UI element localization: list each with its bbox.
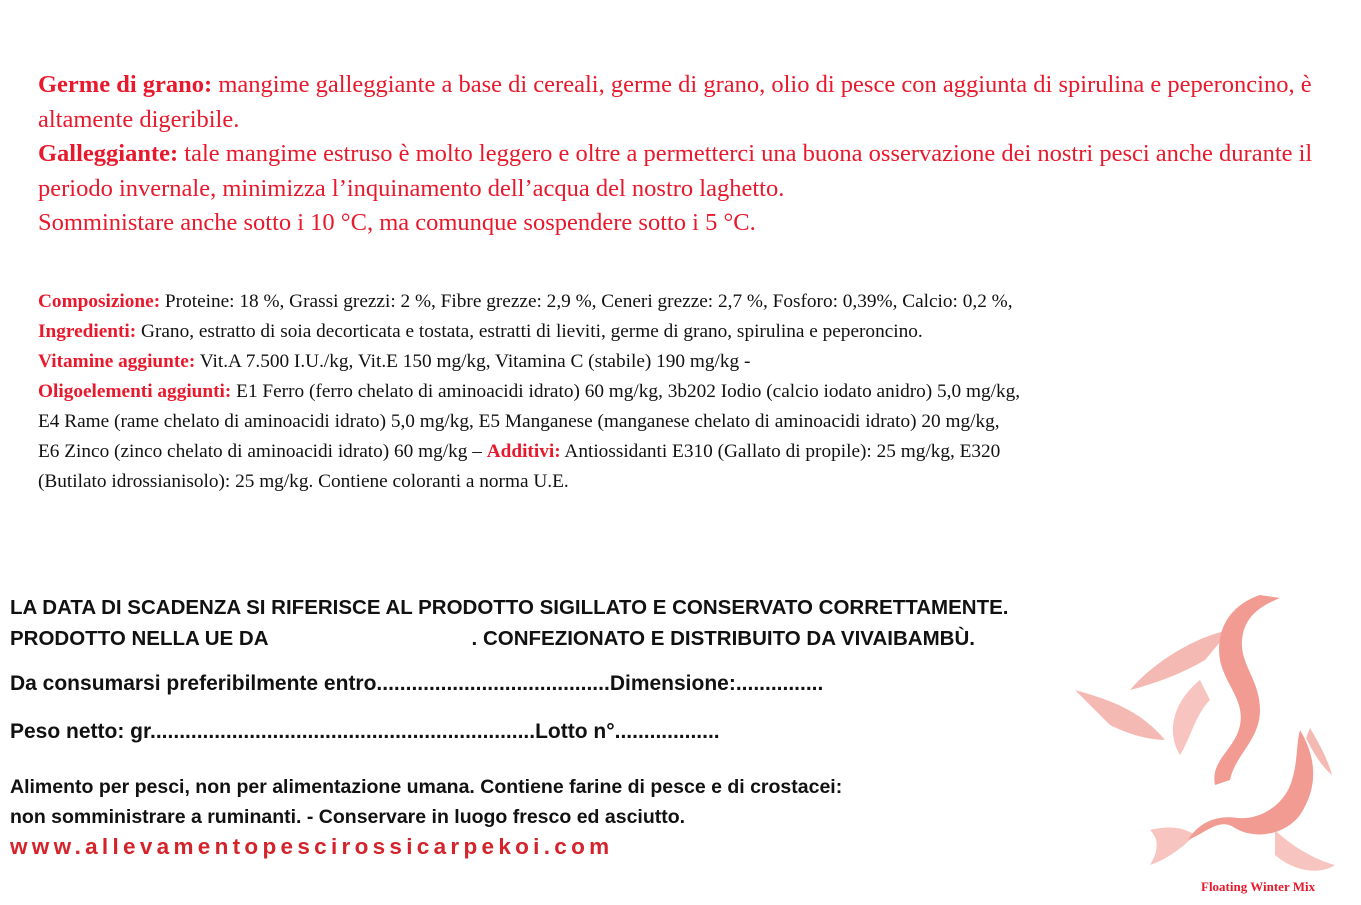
trace-elements-line: [38, 377, 1338, 407]
additives-line: [38, 437, 1338, 467]
trace-elements-text-3: E6 Zinco (zinco chelato di aminoacidi idrato) 60 mg/kg –: [38, 441, 487, 462]
vitamins-text: Vit.A 7.500 I.U./kg, Vit.E 150 mg/kg, Vitamina C (stabile) 190 mg/kg -: [195, 351, 751, 372]
temperature-note: Somministare anche sotto i 10 °C, ma comunque sospendere sotto i 5 °C.: [38, 209, 756, 236]
expiry-statement: LA DATA DI SCADENZA SI RIFERISCE AL PRODOTTO SIGILLATO E CONSERVATO CORRETTAMENTE.: [10, 596, 1009, 619]
ingredients-text: Grano, estratto di soia decorticata e tostata, estratti di lieviti, germe di grano, spirulina e peperoncino.: [136, 321, 923, 342]
ingredients-label: Ingredienti:: [38, 321, 137, 342]
germe-label: Germe di grano:: [38, 71, 213, 98]
vitamins-label: Vitamine aggiunte:: [38, 351, 196, 372]
additives-text: Antiossidanti E310 (Gallato di propile): 25 mg/kg, E320: [560, 441, 1001, 462]
net-weight-field: Peso netto: gr..................................................................Lotto n°..................: [10, 720, 720, 743]
ingredients-line: [38, 317, 1338, 347]
producer-statement: [10, 623, 1150, 654]
composition-text: Proteine: 18 %, Grassi grezzi: 2 %, Fibre grezze: 2,9 %, Ceneri grezze: 2,7 %, Fosforo: 0,39%, Calcio: 0,2 %,: [160, 291, 1013, 312]
germe-paragraph: [38, 68, 1338, 137]
koi-fish-upper: [1075, 595, 1280, 785]
trace-elements-label: Oligoelementi aggiunti:: [38, 381, 232, 402]
producer-suffix: . CONFEZIONATO E DISTRIBUITO DA VIVAIBAMBÙ.: [471, 627, 975, 650]
additives-label: Additivi:: [486, 441, 561, 462]
composition-line: [38, 287, 1338, 317]
trace-elements-line-2: E4 Rame (rame chelato di aminoacidi idrato) 5,0 mg/kg, E5 Manganese (manganese chelato di aminoacidi idrato) 20 mg/kg,: [38, 411, 1000, 432]
legal-block: [10, 592, 1150, 654]
website-link[interactable]: www.allevamentopescirossicarpekoi.com: [10, 834, 614, 859]
composition-block: [38, 287, 1338, 497]
galleggiante-text: tale mangime estruso è molto leggero e oltre a permetterci una buona osservazione dei nostri pesci anche durante il periodo invernale, minimizza l’inquinamento dell’acqua del nostro laghetto.: [38, 140, 1313, 202]
galleggiante-paragraph: [38, 137, 1338, 206]
warning-line-1: Alimento per pesci, non per alimentazione umana. Contiene farine di pesce e di crostacei:: [10, 776, 843, 798]
best-before-field: Da consumarsi preferibilmente entro........................................Dimensione:...............: [10, 672, 824, 695]
galleggiante-label: Galleggiante:: [38, 140, 179, 167]
producer-prefix: PRODOTTO NELLA UE DA: [10, 627, 269, 650]
warning-note: [10, 772, 842, 832]
additives-line-2: (Butilato idrossianisolo): 25 mg/kg. Contiene coloranti a norma U.E.: [38, 471, 569, 492]
vitamins-line: [38, 347, 1338, 377]
warning-line-2: non somministrare a ruminanti. - Conservare in luogo fresco ed asciutto.: [10, 806, 686, 828]
product-name: Floating Winter Mix: [1201, 879, 1316, 894]
intro-description: [38, 68, 1338, 241]
composition-label: Composizione:: [38, 291, 161, 312]
trace-elements-text-1: E1 Ferro (ferro chelato di aminoacidi idrato) 60 mg/kg, 3b202 Iodio (calcio iodato anidro) 5,0 mg/kg,: [231, 381, 1021, 402]
germe-text: mangime galleggiante a base di cereali, germe di grano, olio di pesce con aggiunta di spirulina e peperoncino, è altamente digeribile.: [38, 71, 1312, 133]
koi-fish-illustration: [1070, 590, 1355, 890]
